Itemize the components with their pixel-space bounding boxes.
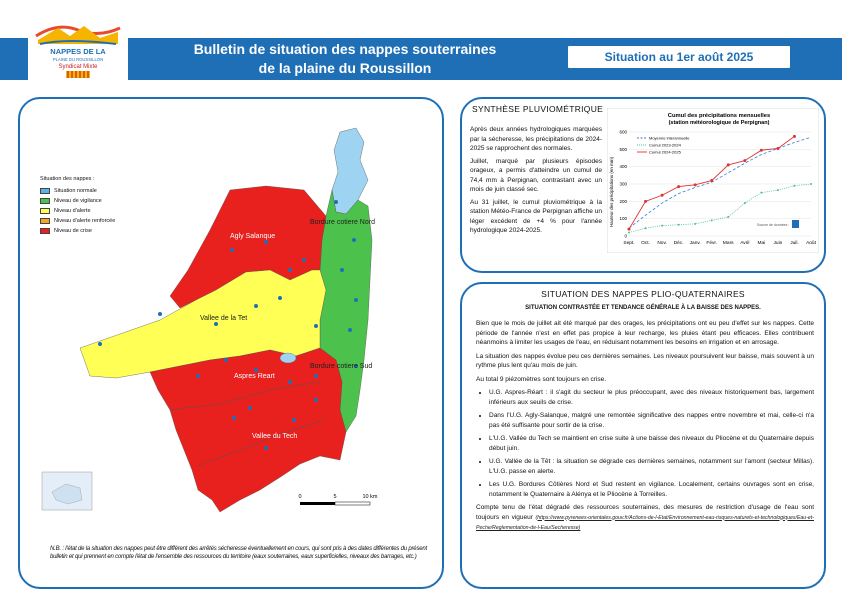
situation-title: SITUATION DES NAPPES PLIO-QUATERNAIRES <box>541 289 745 299</box>
x-tick-label: Janv. <box>689 241 701 246</box>
label-vallee-tet: Vallee de la Tet <box>200 315 248 322</box>
chart-legend-label: Cumul 2024-2025 <box>649 149 681 155</box>
x-tick-label: Mai <box>757 241 766 246</box>
series-point <box>694 223 696 225</box>
x-tick-label: Avril <box>740 241 750 246</box>
synthese-p3: Au 31 juillet, le cumul pluviométrique à la station Météo-France de Perpignan affiche un léger excédent de +4 % pour l'année hydrologique 2024-2025. <box>470 198 602 234</box>
restrictions-link[interactable]: (https://www.pyrenees-orientales.gouv.fr/Actions-de-l-Etat/Environnement-eau-risques-naturels-et-technologiques/Eau-et-Peche/Reglementation-de-l-Eau/Secheresse) <box>476 514 814 531</box>
y-tick-label: 0 <box>624 233 627 239</box>
legend-label: Niveau d'alerte <box>54 208 91 214</box>
scale-bar <box>298 494 377 505</box>
x-tick-label: Févr. <box>706 241 718 246</box>
logo-line3: Syndicat Mixte <box>58 64 98 70</box>
situation-date: Situation au 1er août 2025 <box>566 44 792 70</box>
legend-label: Niveau de crise <box>54 228 92 234</box>
chart-legend-label: Moyenne interannuelle <box>649 135 690 141</box>
synthese-p2: Juillet, marqué par plusieurs épisodes orageux, a permis d'atteindre un cumul de 74,4 mm à Perpignan, contrastant avec un mois de juin classé sec. <box>470 157 602 193</box>
synthese-title: SYNTHÈSE PLUVIOMÉTRIQUE <box>472 104 604 114</box>
chart-ylabel: Hauteur des précipitations (en mm) <box>609 156 614 228</box>
x-tick-label: Déc. <box>673 241 684 246</box>
x-tick-label: Oct. <box>641 241 650 246</box>
series-point <box>645 227 647 229</box>
meteo-france-logo <box>792 220 799 228</box>
scale-5: 5 <box>333 494 337 500</box>
map-note: N.B. : l'état de la situation des nappes peut être différent des arrêtés sécheresse éventuellement en cours, qui sont pris à des dates différentes du présent bulletin et qui prennent en compte l'état de l'ensemble des ressources du territoire (eaux souterraines, eaux superficielles, niveaux des barrages, etc.) <box>50 546 427 560</box>
situation-p2: La situation des nappes évolue peu ces dernières semaines. Les niveaux poursuivent leur baisse, mais souvent à un rythme plus lent qu'au mois de juin. <box>476 352 814 369</box>
x-tick-label: Sept. <box>623 241 635 246</box>
legend-swatch <box>40 208 50 214</box>
logo-line2: PLAINE DU ROUSSILLON <box>52 57 104 62</box>
legend-swatch <box>40 228 50 234</box>
x-tick-label: Juil. <box>790 241 799 246</box>
situation-body <box>476 319 814 538</box>
series-point <box>744 202 746 204</box>
situation-bullet: • Dans l'U.G. Agly-Salanque, malgré une remontée significative des nappes entre novembre et mai, celle-ci n'a pas été suffisante pour sortir de la crise. <box>489 411 814 430</box>
y-tick-label: 200 <box>619 198 627 204</box>
series-point <box>810 183 812 185</box>
series-point <box>727 163 730 166</box>
legend-swatch <box>40 218 50 224</box>
situation-p3: Au total 9 piézomètres sont toujours en crise. <box>476 375 607 383</box>
bulletin-title <box>140 40 550 78</box>
legend-label: Niveau de vigilance <box>54 198 102 204</box>
series-point <box>710 179 713 182</box>
situation-bullets <box>489 388 814 499</box>
label-aspres-reart: Aspres Reart <box>234 373 275 380</box>
scale-10: 10 km <box>362 494 378 500</box>
synthese-p1: Après deux années hydrologiques marquées par la sécheresse, les précipitations de 2024-2025 se rapprochent des normales. <box>470 126 602 152</box>
series-point <box>694 183 697 186</box>
series-point <box>628 228 631 231</box>
x-tick-label: Nov. <box>657 241 667 246</box>
legend-swatch <box>40 188 50 194</box>
x-tick-label: Juin <box>773 241 783 246</box>
legend-label: Situation normale <box>54 188 97 194</box>
series-point <box>777 189 779 191</box>
chart-source: Source de données : <box>757 223 790 227</box>
y-tick-label: 100 <box>619 216 627 222</box>
chart-subtitle: (station météorologique de Perpignan) <box>668 120 770 126</box>
series-point <box>661 194 664 197</box>
series-point <box>661 225 663 227</box>
title-line2: de la plaine du Roussillon <box>258 60 432 76</box>
series-point <box>776 147 779 150</box>
y-tick-label: 600 <box>619 129 627 135</box>
legend-label: Niveau d'alerte renforcée <box>54 218 116 224</box>
map-legend <box>40 176 128 238</box>
legend-swatch <box>40 198 50 204</box>
legend-item <box>40 228 128 234</box>
situation-p4 <box>476 503 814 534</box>
series-point <box>727 216 729 218</box>
label-bordure-sud: Bordure cotiere Sud <box>310 363 373 370</box>
x-tick-label: Mars <box>722 241 734 246</box>
situation-bullet: • Les U.G. Bordures Côtières Nord et Sud restent en vigilance. Localement, certains ouvrages sont en crise, notamment le Quaternaire à Alénya et le Pliocène à Torreilles. <box>489 480 814 499</box>
chart-title: Cumul des précipitations mensuelles <box>667 113 771 119</box>
scale-0: 0 <box>298 494 302 500</box>
series-point <box>644 200 647 203</box>
series-point <box>793 185 795 187</box>
label-bordure-nord: Bordure cotiere Nord <box>310 219 375 226</box>
legend-item <box>40 208 128 214</box>
x-tick-label: Août <box>806 241 816 246</box>
situation-bullet: • L'U.G. Vallée du Tech se maintient en crise suite à une baisse des niveaux du Pliocène et du Quaternaire depuis début juin. <box>489 434 814 453</box>
legend-item <box>40 188 128 194</box>
synthese-text <box>470 125 602 239</box>
logo-line1: NAPPES DE LA <box>50 47 106 56</box>
series-point <box>793 135 796 138</box>
syndicat-logo <box>28 20 128 80</box>
chart-legend-label: Cumul 2023-2024 <box>649 142 681 148</box>
situation-subtitle: SITUATION CONTRASTÉE ET TENDANCE GÉNÉRALE À LA BAISSE DES NAPPES. <box>525 305 761 311</box>
precipitation-chart <box>607 108 819 253</box>
series-point <box>760 192 762 194</box>
situation-bullet: • U.G. Aspres-Réart : il s'agit du secteur le plus préoccupant, avec des niveaux historiquement bas, largement inférieurs aux seuils de crise. <box>489 388 814 407</box>
legend-item <box>40 218 128 224</box>
series-point <box>760 149 763 152</box>
legend-item <box>40 198 128 204</box>
y-tick-label: 300 <box>619 181 627 187</box>
series-point <box>743 159 746 162</box>
label-vallee-tech: Vallee du Tech <box>252 433 298 440</box>
label-agly-salanque: Agly Salanque <box>230 233 276 240</box>
situation-bullet: • U.G. Vallée de la Têt : la situation se dégrade ces dernières semaines, notamment sur l'amont (secteur Millas). L'U.G. passe en alerte. <box>489 457 814 476</box>
legend-title: Situation des nappes : <box>40 176 95 182</box>
series-point <box>677 185 680 188</box>
situation-p4-text: Compte tenu de l'état dégradé des ressources souterraines, des mesures de restriction d'usage de l'eau sont toujours en vigueur <box>476 504 814 521</box>
series-point <box>628 232 630 234</box>
series-point <box>678 224 680 226</box>
series-point <box>711 219 713 221</box>
y-tick-label: 400 <box>619 164 627 170</box>
y-tick-label: 500 <box>619 146 627 152</box>
title-line1: Bulletin de situation des nappes souterraines <box>193 41 497 57</box>
situation-p1: Bien que le mois de juillet ait été marqué par des orages, les précipitations ont eu peu d'effet sur les nappes. Cette période de l'année n'est en effet pas propice à leur recharge, les pluies étant peu efficaces. Elles contribuent néanmoins à limiter les usages de l'eau, en réduisant notamment les besoins en irrigation et en arrosage. <box>476 320 814 346</box>
